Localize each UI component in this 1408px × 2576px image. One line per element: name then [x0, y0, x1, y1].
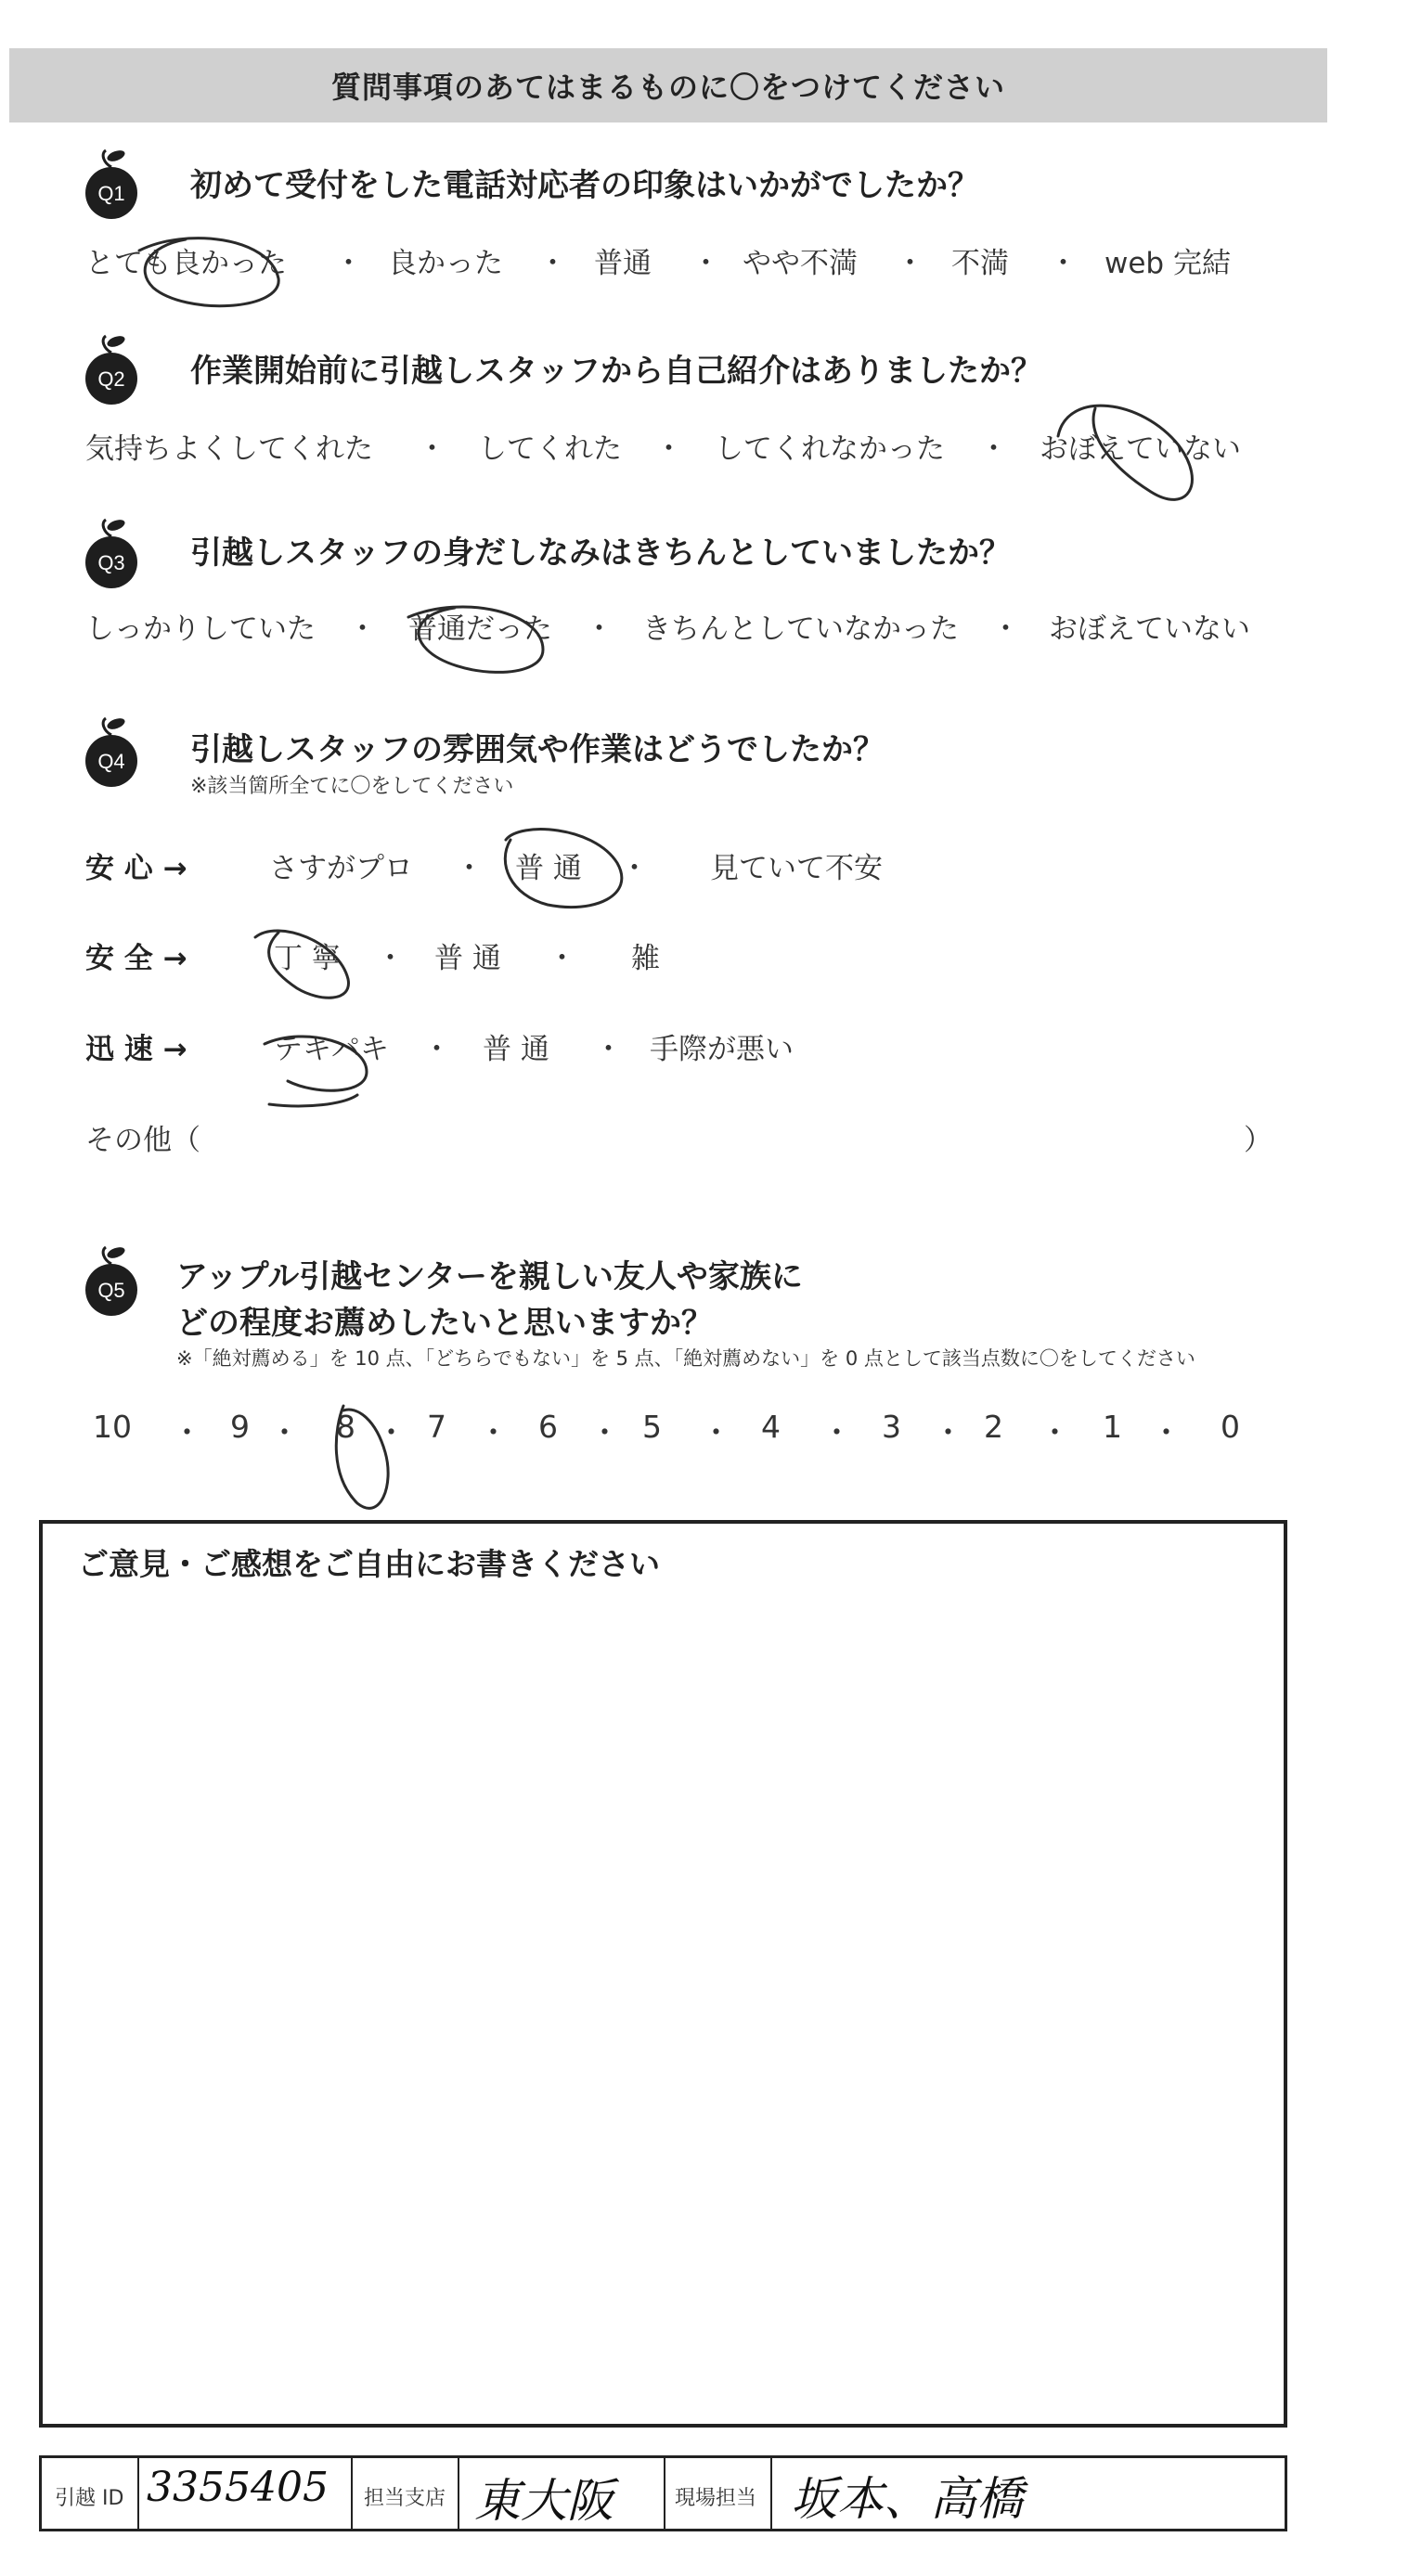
move-id-value: 3355405 [147, 2464, 329, 2511]
survey-form: 質問事項のあてはまるものに〇をつけてください Q1 初めて受付をした電話対応者の印象はいかがでしたか？ とても良かった ・ 良かった ・ 普通 ・ やや不満 ・ 不満 ・ web 完結 Q2 作業開始前に引越しスタッフから自己紹介はありましたか？ 気持ちよくしてくれた ・ してくれた ・ してくれなかった ・ おぼえていない Q3 引越しスタッフの身だしなみはきちんとしていましたか？ しっかりしていた ・ 普通だった ・ きちんとしていなかった ・ おぼえていない Q4 引越しスタッフの雰囲気や作業はどうでしたか？ ※該当箇所全てに〇をしてください 安 心 → さすがプロ ・ 普 通 ・ 見ていて不安 安 全 → 丁 寧 ・ 普 通 ・ 雑 迅 速 → テキパキ ・ 普 通 ・ 手際が悪い その他（ ） Q5 アップル引越センターを親しい友人や家族に どの程度お薦めしたいと思いますか？ ※「絶対薦める」を 10 点、「どちらでもない」を 5 点、「絶対薦めない」を 0 点として該当点数に〇をしてください 10 ・ 9 ・ 8 ・ 7 ・ 6 ・ 5 ・ 4 ・ 3 ・ 2 ・ 1 ・ 0 ご意見・ご感想をご自由にお書きください 引越 ID 3355405 担当支店 東大阪 現場担当 坂本、高橋 [0, 0, 1408, 2576]
move-id-label: 引越 ID [55, 2487, 124, 2510]
branch-value: 東大阪 [474, 2474, 614, 2528]
q2-option-dont-remember[interactable]: おぼえていない [1040, 432, 1241, 466]
score-6[interactable]: 6 [538, 1409, 558, 1445]
score-2[interactable]: 2 [984, 1409, 1003, 1445]
instructions-header [9, 48, 1327, 122]
q4-anzen-rough[interactable]: 雑 [631, 942, 660, 975]
q4-badge-label: Q4 [97, 750, 125, 773]
q4-question: 引越しスタッフの雰囲気や作業はどうでしたか？ [190, 731, 885, 768]
q3-option-neat[interactable]: しっかりしていた [85, 612, 316, 646]
q5-badge-label: Q5 [97, 1279, 125, 1302]
score-10[interactable]: 10 [93, 1409, 132, 1445]
q4-other-label: その他（ [85, 1124, 200, 1157]
q1-option-dissatisfied[interactable]: 不満 [951, 247, 1009, 280]
q4-other-close: ） [1244, 1124, 1272, 1157]
q2-option-pleasant[interactable]: 気持ちよくしてくれた [85, 432, 373, 466]
score-3[interactable]: 3 [882, 1409, 901, 1445]
q1-option-web[interactable]: web 完結 [1104, 247, 1231, 280]
q4-note: ※該当箇所全てに〇をしてください [190, 775, 514, 798]
q3-question: 引越しスタッフの身だしなみはきちんとしていましたか？ [190, 535, 1011, 572]
q1-option-normal[interactable]: 普通 [594, 247, 652, 280]
branch-label: 担当支店 [364, 2487, 446, 2510]
score-7[interactable]: 7 [427, 1409, 446, 1445]
q2-badge-icon [74, 332, 149, 406]
staff-label-cell [665, 2458, 772, 2529]
q4-label-anzen: 安 全 → [85, 942, 187, 975]
score-8[interactable]: 8 [336, 1409, 355, 1445]
q1-option-good[interactable]: 良かった [388, 247, 503, 280]
score-9[interactable]: 9 [230, 1409, 250, 1445]
q4-badge-icon [74, 715, 149, 789]
q2-option-no[interactable]: してくれなかった [715, 432, 945, 466]
q4-jinsoku-efficient[interactable]: テキパキ [274, 1033, 389, 1066]
branch-label-cell [353, 2458, 459, 2529]
q4-anzen-normal[interactable]: 普 通 [434, 942, 501, 975]
q3-badge-icon [74, 516, 149, 590]
q4-anshin-professional[interactable]: さすがプロ [269, 852, 413, 885]
move-id-cell [139, 2458, 353, 2529]
score-0[interactable]: 0 [1221, 1409, 1240, 1445]
q2-option-yes[interactable]: してくれた [478, 432, 622, 466]
score-4[interactable]: 4 [761, 1409, 781, 1445]
q3-option-not-neat[interactable]: きちんとしていなかった [642, 612, 959, 646]
q4-label-jinsoku: 迅 速 → [85, 1033, 187, 1066]
q1-question: 初めて受付をした電話対応者の印象はいかがでしたか？ [190, 167, 979, 204]
branch-cell [459, 2458, 665, 2529]
staff-cell [772, 2458, 1285, 2529]
q3-badge-label: Q3 [97, 551, 125, 574]
score-5[interactable]: 5 [642, 1409, 662, 1445]
q4-anzen-careful[interactable]: 丁 寧 [274, 942, 341, 975]
comments-title: ご意見・ご感想をご自由にお書きください [78, 1546, 660, 1582]
q3-option-dont-remember[interactable]: おぼえていない [1049, 612, 1250, 646]
q4-jinsoku-normal[interactable]: 普 通 [483, 1033, 549, 1066]
comments-box[interactable] [39, 1520, 1287, 2428]
q5-note: ※「絶対薦める」を 10 点、「どちらでもない」を 5 点、「絶対薦めない」を 0 点として該当点数に〇をしてください [176, 1347, 1195, 1370]
q4-anshin-normal[interactable]: 普 通 [515, 852, 582, 885]
instructions-title: 質問事項のあてはまるものに〇をつけてください [330, 70, 1005, 105]
q2-question: 作業開始前に引越しスタッフから自己紹介はありましたか？ [190, 353, 1042, 390]
q1-option-somewhat-dissatisfied[interactable]: やや不満 [743, 247, 858, 280]
q5-badge-icon [74, 1243, 149, 1318]
q4-jinsoku-clumsy[interactable]: 手際が悪い [650, 1033, 794, 1066]
staff-value: 坂本、高橋 [791, 2472, 1023, 2526]
q1-badge-icon [74, 147, 149, 221]
q5-question-line1: アップル引越センターを親しい友人や家族に [176, 1258, 803, 1295]
q5-question-line2: どの程度お薦めしたいと思いますか？ [176, 1305, 713, 1342]
q1-option-very-good[interactable]: とても良かった [85, 247, 287, 280]
move-id-label-cell [42, 2458, 139, 2529]
score-1[interactable]: 1 [1103, 1409, 1122, 1445]
q4-label-anshin: 安 心 → [85, 852, 187, 885]
staff-label: 現場担当 [675, 2487, 757, 2510]
footer-info-table [39, 2455, 1287, 2531]
q5-score-row: 10 ・ 9 ・ 8 ・ 7 ・ 6 ・ 5 ・ 4 ・ 3 ・ 2 ・ 1 ・ 0 [93, 1409, 1240, 1450]
q2-badge-label: Q2 [97, 367, 125, 391]
q3-option-normal[interactable]: 普通だった [408, 612, 552, 646]
q1-badge-label: Q1 [97, 182, 125, 205]
q4-anshin-anxious[interactable]: 見ていて不安 [710, 852, 883, 885]
